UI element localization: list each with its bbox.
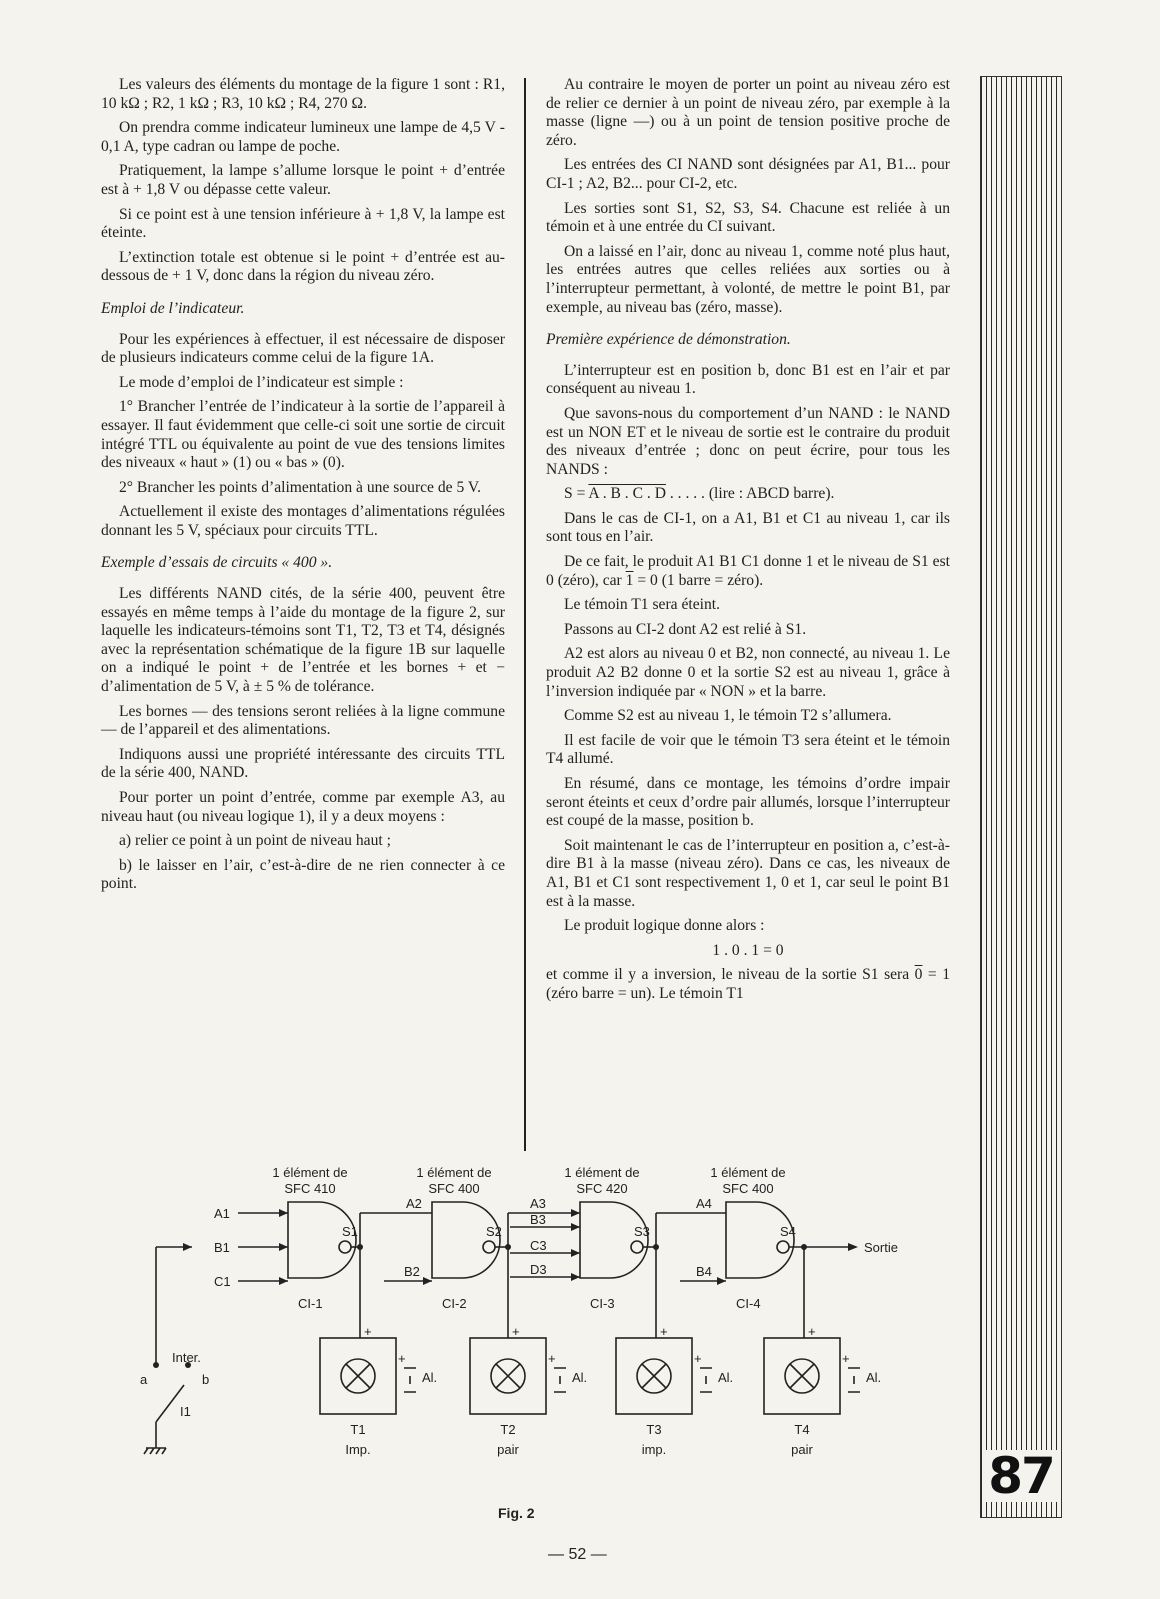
paragraph: Les valeurs des éléments du montage de la figure 1 sont : R1, 10 kΩ ; R2, 1 kΩ ; R3, 10 kΩ ; R4, 270 Ω.	[101, 76, 505, 112]
inverter-bubble-s4	[777, 1241, 789, 1253]
nand-gate-ci4	[726, 1202, 794, 1278]
gate-id-ci2: CI-2	[442, 1296, 467, 1311]
paragraph: Soit maintenant le cas de l’interrupteur en position a, c’est-à-dire B1 à la masse (niveau zéro). Dans ce cas, les niveaux de A1, B1 et C1 sont respectivement 1, 0 et 1, car seul le point B1 est à la masse.	[546, 836, 950, 910]
element-label-ci2-l2: SFC 400	[428, 1181, 480, 1196]
formula-post: . . . . . (lire : ABCD barre).	[665, 485, 835, 503]
section-heading: Exemple d’essais de circuits « 400 ».	[101, 554, 333, 572]
input-label-d3: D3	[530, 1262, 547, 1277]
circuit-diagram	[140, 1165, 920, 1510]
input-label-a1: A1	[214, 1206, 230, 1221]
gate-id-ci3: CI-3	[590, 1296, 615, 1311]
supply-label-t1: Al.	[422, 1370, 438, 1385]
supply-plus-t1: +	[398, 1351, 406, 1366]
formula-post: = 1 (zéro barre = un). Le témoin T1	[546, 966, 950, 1002]
arrowhead-c3	[571, 1249, 580, 1257]
input-label-b3: B3	[530, 1212, 546, 1227]
paragraph: Les sorties sont S1, S2, S3, S4. Chacune est reliée à un témoin et à une entrée du CI suivant.	[546, 199, 950, 236]
overlined-term: 1	[625, 571, 634, 589]
paragraph: Les bornes — des tensions seront reliées à la ligne commune — de l’appareil et des alimentations.	[101, 702, 505, 739]
paragraph: Pour les expériences à effectuer, il est nécessaire de disposer de plusieurs indicateurs comme celui de la figure 1A.	[101, 330, 505, 367]
formula-pre: et comme il y a inversion, le niveau de la sortie S1 sera	[546, 966, 915, 984]
arrowhead-b1	[279, 1243, 288, 1251]
paragraph: Au contraire le moyen de porter un point au niveau zéro est de relier ce dernier à un point de niveau zéro, par exemple à la masse (ligne —) ou à un point de tension positive proche de zéro.	[546, 76, 950, 149]
inverter-bubble-s1	[339, 1241, 351, 1253]
tester-parity-t2: pair	[497, 1442, 519, 1457]
input-label-b1: B1	[214, 1240, 230, 1255]
paragraph: En résumé, dans ce montage, les témoins d’ordre impair seront éteints et ceux d’ordre pair allumés, lorsque l’interrupteur est coupé de la masse, position b.	[546, 775, 950, 830]
nand-gate-ci3	[580, 1202, 648, 1278]
paragraph: Passons au CI-2 dont A2 est relié à S1.	[564, 620, 807, 638]
tester-id-t1: T1	[350, 1422, 366, 1437]
gate-id-ci4: CI-4	[736, 1296, 761, 1311]
paragraph: L’extinction totale est obtenue si le point + d’entrée est au-dessous de + 1 V, donc dans la région du niveau zéro.	[101, 248, 505, 285]
issue-number-badge: 87	[982, 1450, 1060, 1502]
element-label-ci3-l1: 1 élément de	[564, 1165, 640, 1180]
input-label-a3: A3	[530, 1196, 546, 1211]
tester-id-t3: T3	[646, 1422, 662, 1437]
supply-label-t2: Al.	[572, 1370, 588, 1385]
plus-t3: +	[660, 1324, 668, 1339]
paragraph: 1° Brancher l’entrée de l’indicateur à la sortie de l’appareil à essayer. Il faut évidemment que celle-ci soit une sortie de circuit intégré TTL ou équivalente au point de vue des tensions limites des niveaux « haut » (1) ou « bas » (0).	[101, 398, 505, 472]
switch-pos-a: a	[140, 1372, 148, 1387]
paragraph: Indiquons aussi une propriété intéressante des circuits TTL de la série 400, NAND.	[101, 745, 505, 782]
arrowhead-switch	[183, 1243, 192, 1251]
overlined-term: 0	[914, 966, 923, 984]
element-label-ci2-l1: 1 élément de	[416, 1165, 492, 1180]
plus-t2: +	[512, 1324, 520, 1339]
paragraph: Les entrées des CI NAND sont désignées par A1, B1... pour CI-1 ; A2, B2... pour CI-2, etc.	[546, 156, 950, 192]
plus-t4: +	[808, 1324, 816, 1339]
paragraph: On prendra comme indicateur lumineux une lampe de 4,5 V - 0,1 A, type cadran ou lampe de poche.	[101, 119, 505, 155]
paragraph: a) relier ce point à un point de niveau haut ;	[119, 832, 391, 850]
switch-name: I1	[180, 1404, 191, 1419]
arrowhead-b3	[571, 1223, 580, 1231]
input-label-a4: A4	[696, 1196, 712, 1211]
output-label-s2: S2	[486, 1224, 502, 1239]
overlined-term: A . B . C . D	[588, 485, 666, 503]
element-label-ci4-l2: SFC 400	[722, 1181, 774, 1196]
element-label-ci3-l2: SFC 420	[576, 1181, 628, 1196]
input-label-c3: C3	[530, 1238, 547, 1253]
tester-parity-t3: imp.	[641, 1442, 667, 1457]
paragraph: 2° Brancher les points d’alimentation à une source de 5 V.	[119, 478, 482, 496]
paragraph: L’interrupteur est en position b, donc B1 est en l’air et par conséquent au niveau 1.	[546, 361, 950, 398]
input-label-b2: B2	[404, 1264, 420, 1279]
switch-pos-b: b	[202, 1372, 210, 1387]
tester-parity-t1: Imp.	[345, 1442, 371, 1457]
paragraph: Pour porter un point d’entrée, comme par exemple A3, au niveau haut (ou niveau logique 1), il y a deux moyens :	[101, 789, 505, 825]
arrowhead-output	[848, 1243, 858, 1251]
supply-plus-t3: +	[694, 1351, 702, 1366]
left-column	[101, 76, 505, 900]
figure-caption: Fig. 2	[498, 1505, 535, 1521]
tester-id-t2: T2	[500, 1422, 516, 1437]
supply-label-t3: Al.	[718, 1370, 734, 1385]
supply-plus-t2: +	[548, 1351, 556, 1366]
paragraph	[546, 553, 950, 590]
tester-id-t4: T4	[794, 1422, 810, 1437]
paragraph: A2 est alors au niveau 0 et B2, non connecté, au niveau 1. Le produit A2 B2 donne 0 et la sortie S2 est au niveau 1, grâce à l’inversion indiquée par « NON » et la barre.	[546, 645, 950, 700]
right-column	[546, 76, 950, 1010]
paragraph: Il est facile de voir que le témoin T3 sera éteint et le témoin T4 allumé.	[546, 731, 950, 768]
element-label-ci1-l1: 1 élément de	[272, 1165, 348, 1180]
input-label-b4: B4	[696, 1264, 712, 1279]
element-label-ci4-l1: 1 élément de	[710, 1165, 786, 1180]
paragraph: Pratiquement, la lampe s’allume lorsque le point + d’entrée est à + 1,8 V ou dépasse cette valeur.	[101, 162, 505, 198]
arrowhead-a3	[571, 1209, 580, 1217]
ground-symbol	[144, 1448, 166, 1454]
nand-gate-ci2	[432, 1202, 500, 1278]
supply-plus-t4: +	[842, 1351, 850, 1366]
gate-id-ci1: CI-1	[298, 1296, 323, 1311]
paragraph: Les différents NAND cités, de la série 400, peuvent être essayés en même temps à l’aide du montage de la figure 2, sur laquelle les indicateurs-témoins sont T1, T2, T3 et T4, désignés avec la représentation schématique de la figure 1B sur laquelle on a indiqué le point + de l’entrée et les bornes + et − d’alimentation de 5 V, à ± 5 % de tolérance.	[101, 585, 505, 696]
output-label-sortie: Sortie	[864, 1240, 898, 1255]
formula-paragraph	[546, 485, 950, 504]
formula-pre: S =	[564, 485, 589, 503]
inverter-bubble-s2	[483, 1241, 495, 1253]
section-heading: Emploi de l’indicateur.	[101, 299, 245, 317]
paragraph: Que savons-nous du comportement d’un NAND : le NAND est un NON ET et le niveau de sortie est le contraire du produit des niveaux d’entrée ; donc on peut écrire, pour tous les NANDS :	[546, 404, 950, 478]
nand-gate-ci1	[288, 1202, 356, 1278]
equation: 1 . 0 . 1 = 0	[712, 941, 784, 959]
paragraph: Le produit logique donne alors :	[564, 917, 765, 935]
tester-parity-t4: pair	[791, 1442, 813, 1457]
decorative-stripe-band	[980, 76, 1062, 1518]
section-heading: Première expérience de démonstration.	[546, 331, 791, 349]
plus-t1: +	[364, 1324, 372, 1339]
arrowhead-c1	[279, 1277, 288, 1285]
supply-label-t4: Al.	[866, 1370, 882, 1385]
paragraph: Actuellement il existe des montages d’alimentations régulées donnant les 5 V, spéciaux pour circuits TTL.	[101, 503, 505, 539]
arrowhead-d3	[571, 1273, 580, 1281]
circuit-figure	[140, 1165, 920, 1515]
output-label-s1: S1	[342, 1224, 358, 1239]
output-label-s4: S4	[780, 1224, 796, 1239]
paragraph-text: De ce fait, le produit A1 B1 C1 donne 1 et le niveau de S1 est 0 (zéro), car	[546, 553, 950, 589]
switch-label: Inter.	[172, 1350, 201, 1365]
paragraph: Comme S2 est au niveau 1, le témoin T2 s’allumera.	[564, 707, 892, 725]
arrowhead-a1	[279, 1209, 288, 1217]
page-number: — 52 —	[548, 1546, 607, 1563]
element-label-ci1-l2: SFC 410	[284, 1181, 336, 1196]
input-label-c1: C1	[214, 1274, 231, 1289]
paragraph: Si ce point est à une tension inférieure à + 1,8 V, la lampe est éteinte.	[101, 205, 505, 242]
inverter-bubble-s3	[631, 1241, 643, 1253]
paragraph: On a laissé en l’air, donc au niveau 1, comme noté plus haut, les entrées autres que celles reliées aux sorties ou à l’interrupteur permettant, à volonté, de mettre le point B1, par exemple, au niveau bas (zéro, masse).	[546, 242, 950, 316]
paragraph-text: = 0 (1 barre = zéro).	[633, 571, 764, 589]
output-label-s3: S3	[634, 1224, 650, 1239]
arrowhead-b2	[423, 1277, 432, 1285]
arrowhead-b4	[717, 1277, 726, 1285]
paragraph: Le témoin T1 sera éteint.	[564, 596, 721, 614]
paragraph: b) le laisser en l’air, c’est-à-dire de ne rien connecter à ce point.	[101, 856, 505, 893]
paragraph: Dans le cas de CI-1, on a A1, B1 et C1 au niveau 1, car ils sont tous en l’air.	[546, 509, 950, 546]
formula-paragraph	[546, 966, 950, 1003]
column-divider	[524, 78, 526, 1151]
input-label-a2: A2	[406, 1196, 422, 1211]
paragraph: Le mode d’emploi de l’indicateur est simple :	[119, 373, 404, 391]
